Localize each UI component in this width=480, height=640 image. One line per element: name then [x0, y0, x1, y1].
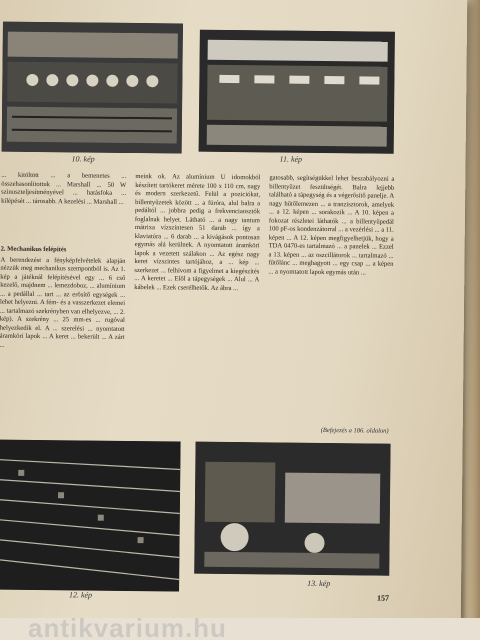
- watermark: antikvarium.hu: [28, 613, 227, 640]
- photo-11: [199, 30, 395, 154]
- caption-fig10: 10. kép: [71, 154, 95, 164]
- photo-10-image: [2, 22, 183, 154]
- caption-fig11: 11. kép: [279, 154, 303, 164]
- left-bottom-text: A berendezést a fényképfelvételek alapján nézzük meg mechanikus szempontból is. Az 1. kép a játéknál felépítésével egy ... 6 cső kezelő, majdnem ... lemezdoboz, ... alumínium ... a pedállal ... tart ... az erősítő egységek ... lehet helyezni. A fém- és a vasszerkezet elemei ... tartalmazó szekrényben van elhelyezve, ... 2. kép). A szekrény ... 25 mm-es ... rugóval helyezkedik el. A ... szerelési ... nyomtatott áramköri lapok ... A keret ... bekerült ... A zárt ...: [0, 256, 126, 349]
- photo-10: [2, 22, 183, 154]
- caption-fig12: 12. kép: [68, 590, 93, 600]
- left-top-text: ... kitöltött ... a bemenetes ... összehasonlítottuk ... Marshall ... 50 W szinuszteljesítményével ... hatásfoka ... kilépését ... tárosabb. A kezelési ... Marshall ...: [1, 171, 127, 206]
- photo-11-image: [199, 30, 395, 154]
- photo-12: [0, 440, 181, 592]
- photo-12-image: [0, 440, 181, 592]
- text-column-middle: [133, 173, 261, 436]
- text-column-left-bottom: [0, 244, 126, 435]
- photo-13-image: [194, 442, 390, 576]
- text-column-left-top: [1, 172, 127, 243]
- text-column-right: [267, 174, 395, 423]
- middle-text: meink ok. Az alumínium U idomokból készített tartókeret mérete 100 x 110 cm, nagy és modern szerkezetű. Felül a poziciókat, billentyűzetek között ... a fúróra, alul balra a pedáltól ... jobbra pedig a frekvenciaosztók foglalnak helyet. Látható ... a nagy tantum mátrixa vízszintesen 51 darab ... így a klaviatúra ... 6 darab ... a kivágások pontosan egymás alá kerülnek. A nyomtatott áramköri lapok a vezetett szálakon ... Az egész nagy keret vízszintes tartójához, a ... kép ... szerkezet ... felhívom a figyelmet a kiegészítés ... A keretet ... Elől a tápegységek ... Alul ... A kábelek ... Ezek cserélhetők. Az ábra ...: [134, 173, 261, 292]
- section-heading: 2. Mechanikus felépítés: [0, 245, 67, 254]
- right-text: gatosabb, segítségükkel lehet beszabályozni a billentyűzet feszültségét. Balra lejjebb található a tápegység és a végerősítő panelje. A nagy hűtőlemezen ... a tranzisztorok, amelyek ... a 12. képen ... sorakozik ... A 10. képen a fokozat részletei láthatók ... a billentyűpedál 100 pF-os kondenzátorral ... a vezérlési ... a 11. képen ... A 12. képen megfigyelhetjük, hogy a TDA 0470-es tartalmazó ... a panelek ... Ezzel a 13. képen ... az oszcillátorok ... tartalmazó ... fűtőlánc ... meghagyott ... egy csap ... a képen ... a nyomtatott lapok egymás után ...: [268, 174, 395, 276]
- caption-fig13: 13. kép: [307, 578, 331, 589]
- page-number: 157: [376, 593, 390, 603]
- continuation-note: (Befejezés a 186. oldalon): [320, 426, 389, 435]
- photo-13: [194, 442, 390, 576]
